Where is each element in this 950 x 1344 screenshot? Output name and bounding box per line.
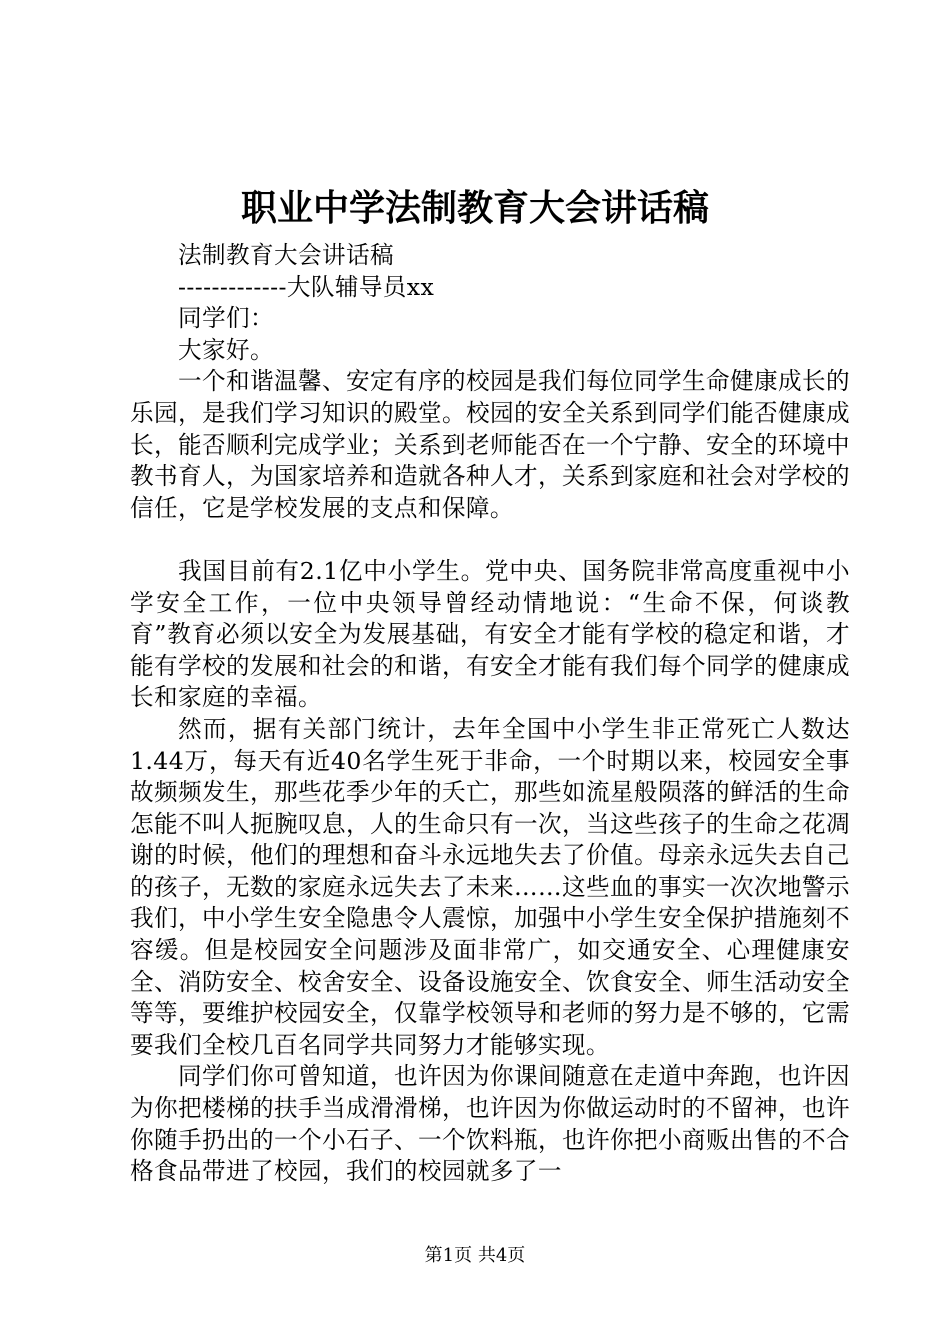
greeting: 大家好。 — [178, 335, 274, 364]
subtitle-line: 法制教育大会讲话稿 — [178, 241, 394, 269]
author-line: -------------大队辅导员xx — [178, 272, 435, 301]
paragraph-3: 然而，据有关部门统计，去年全国中小学生非正常死亡人数达1.44万，每天有近40名学生死于非命，一个时期以来，校园安全事故频频发生，那些花季少年的夭亡，那些如流星般陨落的鲜活的生命怎能不叫人扼腕叹息，人的生命只有一次，当这些孩子的生命之花凋谢的时候，他们的理想和奋斗永远地失去了价值。母亲永远失去自己的孩子，无数的家庭永远失去了未来……这些血的事实一次次地警示我们，中小学生安全隐患令人震惊，加强中小学生安全保护措施刻不容缓。但是校园安全问题涉及面非常广，如交通安全、心理健康安全、消防安全、校舍安全、设备设施安全、饮食安全、师生活动安全等等，要维护校园安全，仅靠学校领导和老师的努力是不够的，它需要我们全校几百名同学共同努力才能够实现。 — [130, 714, 850, 1059]
document-title: 职业中学法制教育大会讲话稿 — [240, 187, 709, 229]
document-body — [130, 240, 850, 1188]
salutation: 同学们： — [178, 304, 274, 333]
paragraph-1: 一个和谐温馨、安定有序的校园是我们每位同学生命健康成长的乐园，是我们学习知识的殿堂。校园的安全关系到同学们能否健康成长，能否顺利完成学业；关系到老师能否在一个宁静、安全的环境中教书育人，为国家培养和造就各种人才，关系到家庭和社会对学校的信任，它是学校发展的支点和保障。 — [130, 367, 850, 522]
paragraph-4: 同学们你可曾知道，也许因为你课间随意在走道中奔跑，也许因为你把楼梯的扶手当成滑滑梯，也许因为你做运动时的不留神，也许你随手扔出的一个小石子、一个饮料瓶，也许你把小商贩出售的不合格食品带进了校园，我们的校园就多了一 — [130, 1062, 850, 1186]
paragraph-2: 我国目前有2.1亿中小学生。党中央、国务院非常高度重视中小学安全工作，一位中央领导曾经动情地说：“生命不保，何谈教育”教育必须以安全为发展基础，有安全才能有学校的稳定和谐，才能有学校的发展和社会的和谐，有安全才能有我们每个同学的健康成长和家庭的幸福。 — [130, 556, 850, 712]
page-footer: 第1页 共4页 — [424, 1245, 526, 1266]
